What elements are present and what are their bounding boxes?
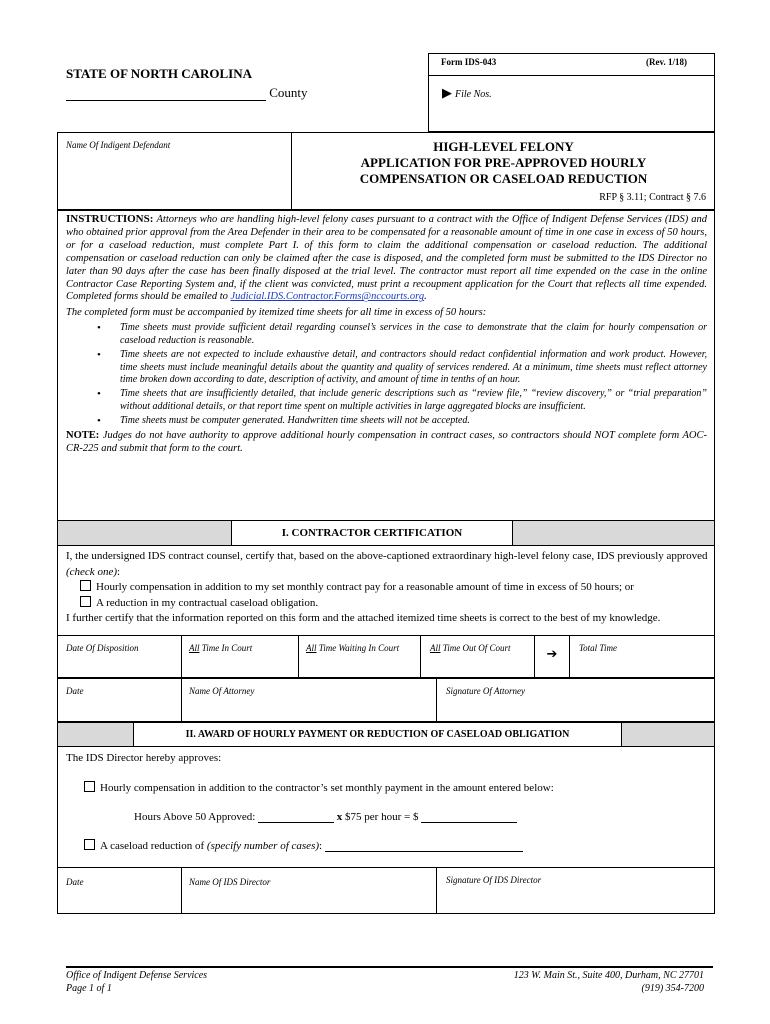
note-label: NOTE: xyxy=(66,429,100,441)
date-of-disposition-label: Date Of Disposition xyxy=(66,643,139,653)
section2-title: II. AWARD OF HOURLY PAYMENT OR REDUCTION OF CASELOAD OBLIGATION xyxy=(133,722,622,747)
form-rev: (Rev. 1/18) xyxy=(646,57,687,67)
title-line-1: HIGH-LEVEL FELONY xyxy=(433,139,574,154)
signature-of-director-label: Signature Of IDS Director xyxy=(446,875,542,885)
time-out-label: All Time Out Of Court xyxy=(430,643,511,653)
attorney-signature-field[interactable] xyxy=(439,698,712,718)
director-date-field[interactable] xyxy=(60,890,178,911)
timesheet-intro: The completed form must be accompanied by itemized time sheets for all time in excess of 50 hours: xyxy=(66,307,487,319)
amount-field[interactable] xyxy=(421,810,517,823)
instructions-text: INSTRUCTIONS: Attorneys who are handling high-level felony cases pursuant to a contract with the Office of Indigent Defense Services (IDS) and who obtained prior approval from the Area Defender in their area to be compensated for a reasonable amount of time in one case in excess of 50 hours, or for a caseload reduction, must complete Part I. of this form to claim the additional compensation or caseload reduction. The additional compensation or caseload reduction can only be claimed after the case is disposed, and the completed form must be submitted to the IDS Director no later than 90 days after the case has been finally disposed at the trial level. The contractor must report all time expended on the case in the online Contractor Case Reporting System and, if the client was convicted, must print a recoupment application for the Court that reflects all time expended. Completed forms should be emailed to Judicial.IDS.Contractor.Forms@nccourts.org. The completed form must be accompanied by itemized time sheets for all time in excess of 50 hours: • Time sheets must provide sufficient detail regarding counsel’s services in the case to demonstrate that the claim for hourly compensation or caseload reduction is reasonable. • Time sheets are not expected to include exhaustive detail, and contractors should redact confidential information and work product. However, time sheets must include meaningful details about the quantity and quality of services rendered. At a minimum, time sheets must reflect attorney time broken down according to date, description of activity, and amount of time in tenths of an hour. • Time sheets that are insufficiently detailed, that include generic descriptions such as “review file,” “review discovery,” or “trial preparation” without additional details, or that report time spent on multiple activities in large aggregated blocks are insufficient. • Time sheets must be computer generated. Handwritten time sheets will not be accepted. NOTE: Judges do not have authority to approve additional hourly compensation in contract cases, so contractors should NOT complete form AOC-CR-225 and submit that form to the court. xyxy=(66,213,707,455)
divider xyxy=(420,635,421,678)
bullet-2: • Time sheets are not expected to include exhaustive detail, and contractors should redact confidential information and work product. However, time sheets must include meaningful details about the quantity and quality of services rendered. At a minimum, time sheets must reflect attorney time broken down according to date, description of activity, and amount of time in tenths of an hour. xyxy=(120,349,707,387)
title-line-2: APPLICATION FOR PRE-APPROVED HOURLY xyxy=(360,155,647,170)
state-title: STATE OF NORTH CAROLINA xyxy=(66,66,253,81)
caseload-number-field[interactable] xyxy=(325,839,523,852)
defendant-label: Name Of Indigent Defendant xyxy=(66,140,171,150)
section1-cert: I, the undersigned IDS contract counsel, certify that, based on the above-captioned extraordinary high-level felony case, IDS previously approved (check one): Hourly compensation in addition to my set monthly contract pay for a reasonable amount of time in excess of 50 hours; or A reduction in my contractual caseload obligation. I further certify that the information reported on this form and the attached itemized time sheets is correct to the best of my knowledge. xyxy=(66,549,711,627)
footer-right xyxy=(514,969,704,995)
defendant-field[interactable] xyxy=(64,156,286,204)
attorney-name-field[interactable] xyxy=(184,698,433,718)
attorney-date-field[interactable] xyxy=(60,698,178,718)
form-title xyxy=(292,139,715,187)
triangle-right-icon: ▶ xyxy=(442,85,452,100)
further-certify: I further certify that the information reported on this form and the attached itemized time sheets is correct to the best of my knowledge. xyxy=(66,612,661,624)
bullet-1: • Time sheets must provide sufficient detail regarding counsel’s services in the case to demonstrate that the claim for hourly compensation or caseload reduction is reasonable. xyxy=(120,322,707,348)
title-line-3: COMPENSATION OR CASELOAD REDUCTION xyxy=(359,171,648,186)
footer-page: Page 1 of 1 xyxy=(66,983,112,994)
director-signature-field[interactable] xyxy=(439,890,712,911)
note-body: Judges do not have authority to approve additional hourly compensation in contract cases, so contractors should NOT complete form AOC-CR-225 and submit that form to the court. xyxy=(66,429,707,454)
name-of-director-label: Name Of IDS Director xyxy=(189,877,271,887)
time-waiting-field[interactable] xyxy=(301,656,417,676)
footer-office: Office of Indigent Defense Services xyxy=(66,970,208,981)
time-out-field[interactable] xyxy=(423,656,531,676)
footer-phone: (919) 354-7200 xyxy=(641,983,704,994)
footer-rule xyxy=(66,966,713,968)
rfp-reference: RFP § 3.11; Contract § 7.6 xyxy=(599,192,706,203)
section1-title: I. CONTRACTOR CERTIFICATION xyxy=(231,520,513,546)
director-date-label: Date xyxy=(66,877,84,887)
time-in-court-field[interactable] xyxy=(184,656,295,676)
signature-of-attorney-label: Signature Of Attorney xyxy=(446,686,525,696)
date-label: Date xyxy=(66,686,84,696)
caseload-approval-checkbox[interactable] xyxy=(84,839,95,850)
date-of-disposition-field[interactable] xyxy=(60,656,178,676)
hourly-approval-checkbox[interactable] xyxy=(84,781,95,792)
time-in-court-label: All Time In Court xyxy=(189,643,253,653)
county-line: County xyxy=(66,85,308,101)
footer-left xyxy=(66,969,207,995)
cert-text: I, the undersigned IDS contract counsel, certify that, based on the above-captioned extraordinary high-level felony case, IDS previously approved xyxy=(66,550,708,562)
file-nos-box xyxy=(428,75,715,132)
check-one: (check one) xyxy=(66,565,117,578)
hours-approved-field[interactable] xyxy=(258,810,334,823)
bullet-3: • Time sheets that are insufficiently detailed, that include generic descriptions such as “review file,” “review discovery,” or “trial preparation” without additional details, or that report time spent on multiple activities in large aggregated blocks are insufficient. xyxy=(120,388,707,414)
email-link[interactable]: Judicial.IDS.Contractor.Forms@nccourts.org xyxy=(230,291,425,303)
county-field[interactable] xyxy=(66,86,266,101)
file-nos: ▶ File Nos. xyxy=(442,85,492,100)
approves-text: The IDS Director hereby approves: xyxy=(66,752,222,764)
hourly-approval: Hourly compensation in addition to the contractor’s set monthly payment in the amount entered below: xyxy=(84,781,554,794)
arrow-right-icon: ➔ xyxy=(546,647,558,662)
time-waiting-label: All Time Waiting In Court xyxy=(306,643,400,653)
divider xyxy=(569,635,570,678)
total-time-field[interactable] xyxy=(572,656,712,676)
instructions-heading: INSTRUCTIONS: xyxy=(66,213,154,225)
divider xyxy=(181,867,182,914)
option-caseload: A reduction in my contractual caseload obligation. xyxy=(66,596,711,612)
divider xyxy=(181,678,182,722)
total-time-label: Total Time xyxy=(579,643,617,653)
bullet-4: • Time sheets must be computer generated. Handwritten time sheets will not be accepted. xyxy=(120,415,707,428)
footer-address: 123 W. Main St., Suite 400, Durham, NC 27701 xyxy=(513,970,704,981)
name-of-attorney-label: Name Of Attorney xyxy=(189,686,255,696)
divider xyxy=(181,635,182,678)
divider xyxy=(436,867,437,914)
divider xyxy=(436,678,437,722)
option-hourly: Hourly compensation in addition to my set monthly contract pay for a reasonable amount of time in excess of 50 hours; or xyxy=(66,580,711,596)
hourly-checkbox[interactable] xyxy=(80,580,91,591)
instructions-body: Attorneys who are handling high-level felony cases pursuant to a contract with the Office of Indigent Defense Services (IDS) and who obtained prior approval from the Area Defender in their area to be compensated for a reasonable amount of time in one case in excess of 50 hours, or for a caseload reduction, must complete Part I. of this form to claim the additional compensation or caseload reduction. The additional compensation or caseload reduction can only be claimed after the case is disposed, and the completed form must be submitted to the IDS Director no later than 90 days after the case has been finally disposed at the trial level. The contractor must report all time expended on the case in the online Contractor Case Reporting System and, if the client was convicted, must print a recoupment application for the Court that reflects all time expended. Completed forms should be emailed to xyxy=(66,214,707,303)
hours-approved-line: Hours Above 50 Approved: x $75 per hour = $ xyxy=(134,810,517,823)
caseload-checkbox[interactable] xyxy=(80,596,91,607)
timesheet-bullets xyxy=(66,322,707,427)
divider xyxy=(298,635,299,678)
caseload-approval: A caseload reduction of (specify number of cases): xyxy=(84,839,523,852)
director-name-field[interactable] xyxy=(184,890,433,911)
form-id: Form IDS-043 xyxy=(441,57,497,67)
